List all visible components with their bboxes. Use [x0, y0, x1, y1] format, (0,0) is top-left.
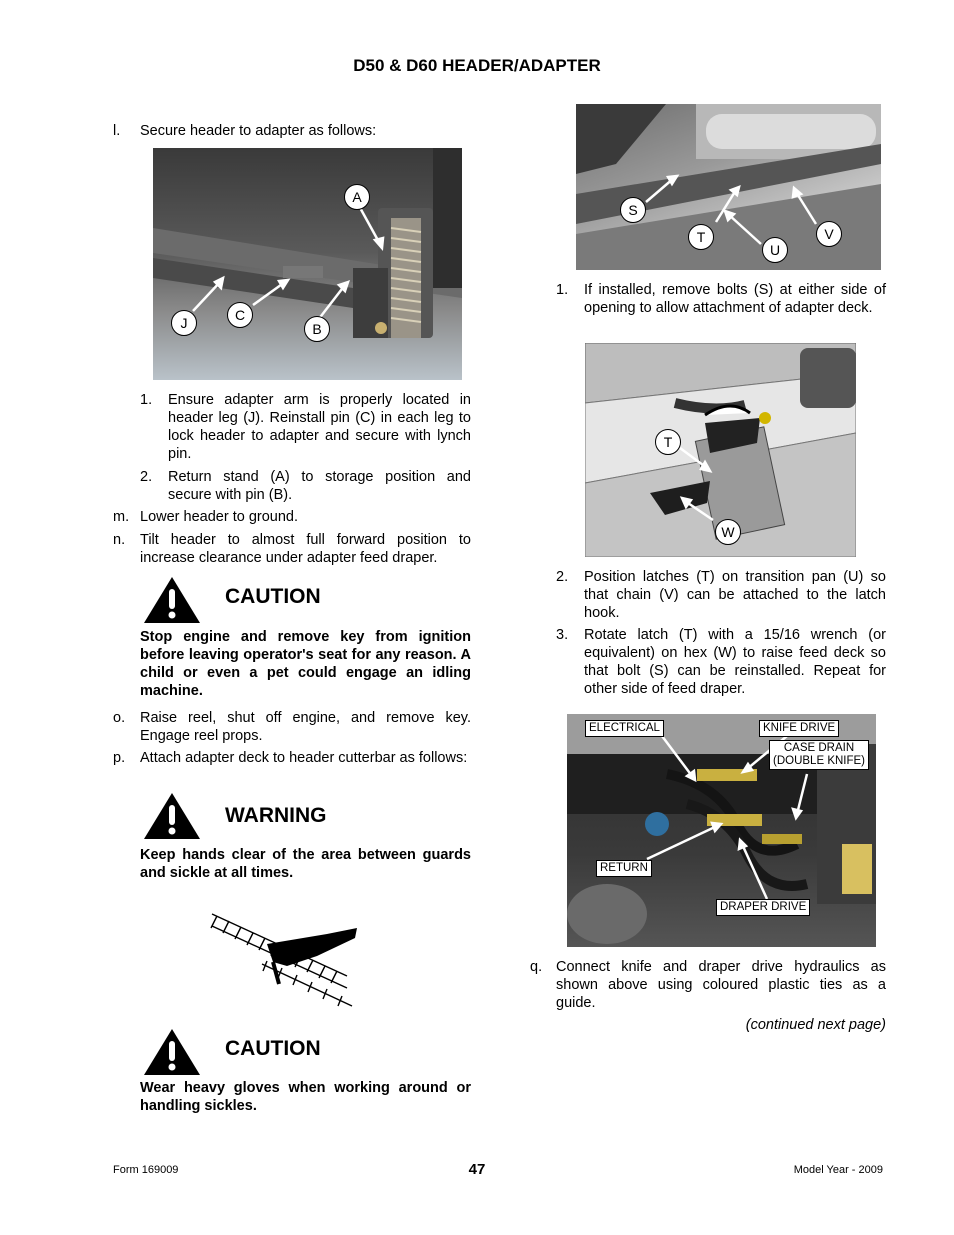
label-b: B	[304, 316, 330, 342]
label-electrical: ELECTRICAL	[585, 720, 664, 737]
warning-text: Keep hands clear of the area between guards and sickle at all times.	[140, 847, 471, 881]
substep-1-text: Ensure adapter arm is properly located in header leg (J). Reinstall pin (C) in each leg to lock header to adapter and secure with lynch pin.	[168, 392, 471, 462]
sickle-hand-hazard-icon	[207, 906, 357, 1014]
footer-form: Form 169009	[113, 1164, 179, 1176]
step-q-marker: q.	[530, 959, 543, 975]
caution-icon-2	[142, 1027, 202, 1077]
step-q-text: Connect knife and draper drive hydraulics as shown above using coloured plastic ties as a guide.	[556, 959, 886, 1011]
page-number: 47	[468, 1161, 486, 1178]
label-t: T	[688, 224, 714, 250]
footer-model-year: Model Year - 2009	[793, 1164, 883, 1176]
step-p-marker: p.	[113, 750, 126, 766]
label-case-drain	[769, 740, 869, 770]
label-knife-drive: KNIFE DRIVE	[759, 720, 839, 737]
label-s: S	[620, 197, 646, 223]
substep-2-marker: 2.	[140, 469, 153, 485]
label-v: V	[816, 221, 842, 247]
step-n-marker: n.	[113, 532, 126, 548]
label-w: W	[715, 519, 741, 545]
page-title: D50 & D60 HEADER/ADAPTER	[353, 56, 601, 75]
caution-text-2: Wear heavy gloves when working around or handling sickles.	[140, 1080, 471, 1114]
hydraulics-photo	[567, 714, 876, 947]
substep-1-marker: 1.	[140, 392, 153, 408]
substep-r1-marker: 1.	[556, 282, 569, 298]
label-u: U	[762, 237, 788, 263]
step-n-text: Tilt header to almost full forward position to increase clearance under adapter feed draper.	[140, 532, 471, 566]
label-j: J	[171, 310, 197, 336]
label-a: A	[344, 184, 370, 210]
step-l-marker: l.	[113, 123, 121, 139]
step-p-text: Attach adapter deck to header cutterbar as follows:	[140, 750, 468, 766]
warning-icon	[142, 791, 202, 841]
warning-title: WARNING	[225, 804, 327, 827]
substep-r1-text: If installed, remove bolts (S) at either side of opening to allow attachment of adapter deck.	[584, 282, 886, 316]
step-m-text: Lower header to ground.	[140, 509, 298, 525]
case-drain-line-1: CASE DRAIN	[783, 742, 855, 754]
caution-icon	[142, 575, 202, 625]
continued-note: (continued next page)	[745, 1017, 886, 1033]
substep-r3-marker: 3.	[556, 627, 569, 643]
substep-2-text: Return stand (A) to storage position and secure with pin (B).	[168, 469, 471, 503]
substep-r2-text: Position latches (T) on transition pan (U) so that chain (V) can be attached to the latch hook.	[584, 569, 886, 621]
label-c: C	[227, 302, 253, 328]
step-o-text: Raise reel, shut off engine, and remove key. Engage reel props.	[140, 710, 471, 744]
substep-r3-text: Rotate latch (T) with a 15/16 wrench (or equivalent) on hex (W) to raise feed deck so that bolt (S) can be reinstalled. Repeat for other side of feed draper.	[584, 627, 886, 697]
header-leg-photo	[153, 148, 462, 380]
latch-illustration	[585, 343, 856, 557]
header-leg-illustration	[153, 148, 462, 380]
step-m-marker: m.	[113, 509, 130, 525]
caution-title-2: CAUTION	[225, 1037, 321, 1060]
step-o-marker: o.	[113, 710, 126, 726]
label-draper-drive: DRAPER DRIVE	[716, 899, 810, 916]
adapter-deck-photo	[576, 104, 881, 270]
label-t-latch: T	[655, 429, 681, 455]
step-l-text: Secure header to adapter as follows:	[140, 123, 377, 139]
caution-text: Stop engine and remove key from ignition before leaving operator's seat for any reason. A child or even a pet could engage an idling machine.	[140, 629, 471, 699]
caution-title: CAUTION	[225, 585, 321, 608]
case-drain-line-2: (DOUBLE KNIFE)	[773, 755, 866, 767]
substep-r2-marker: 2.	[556, 569, 569, 585]
label-return: RETURN	[596, 860, 652, 877]
